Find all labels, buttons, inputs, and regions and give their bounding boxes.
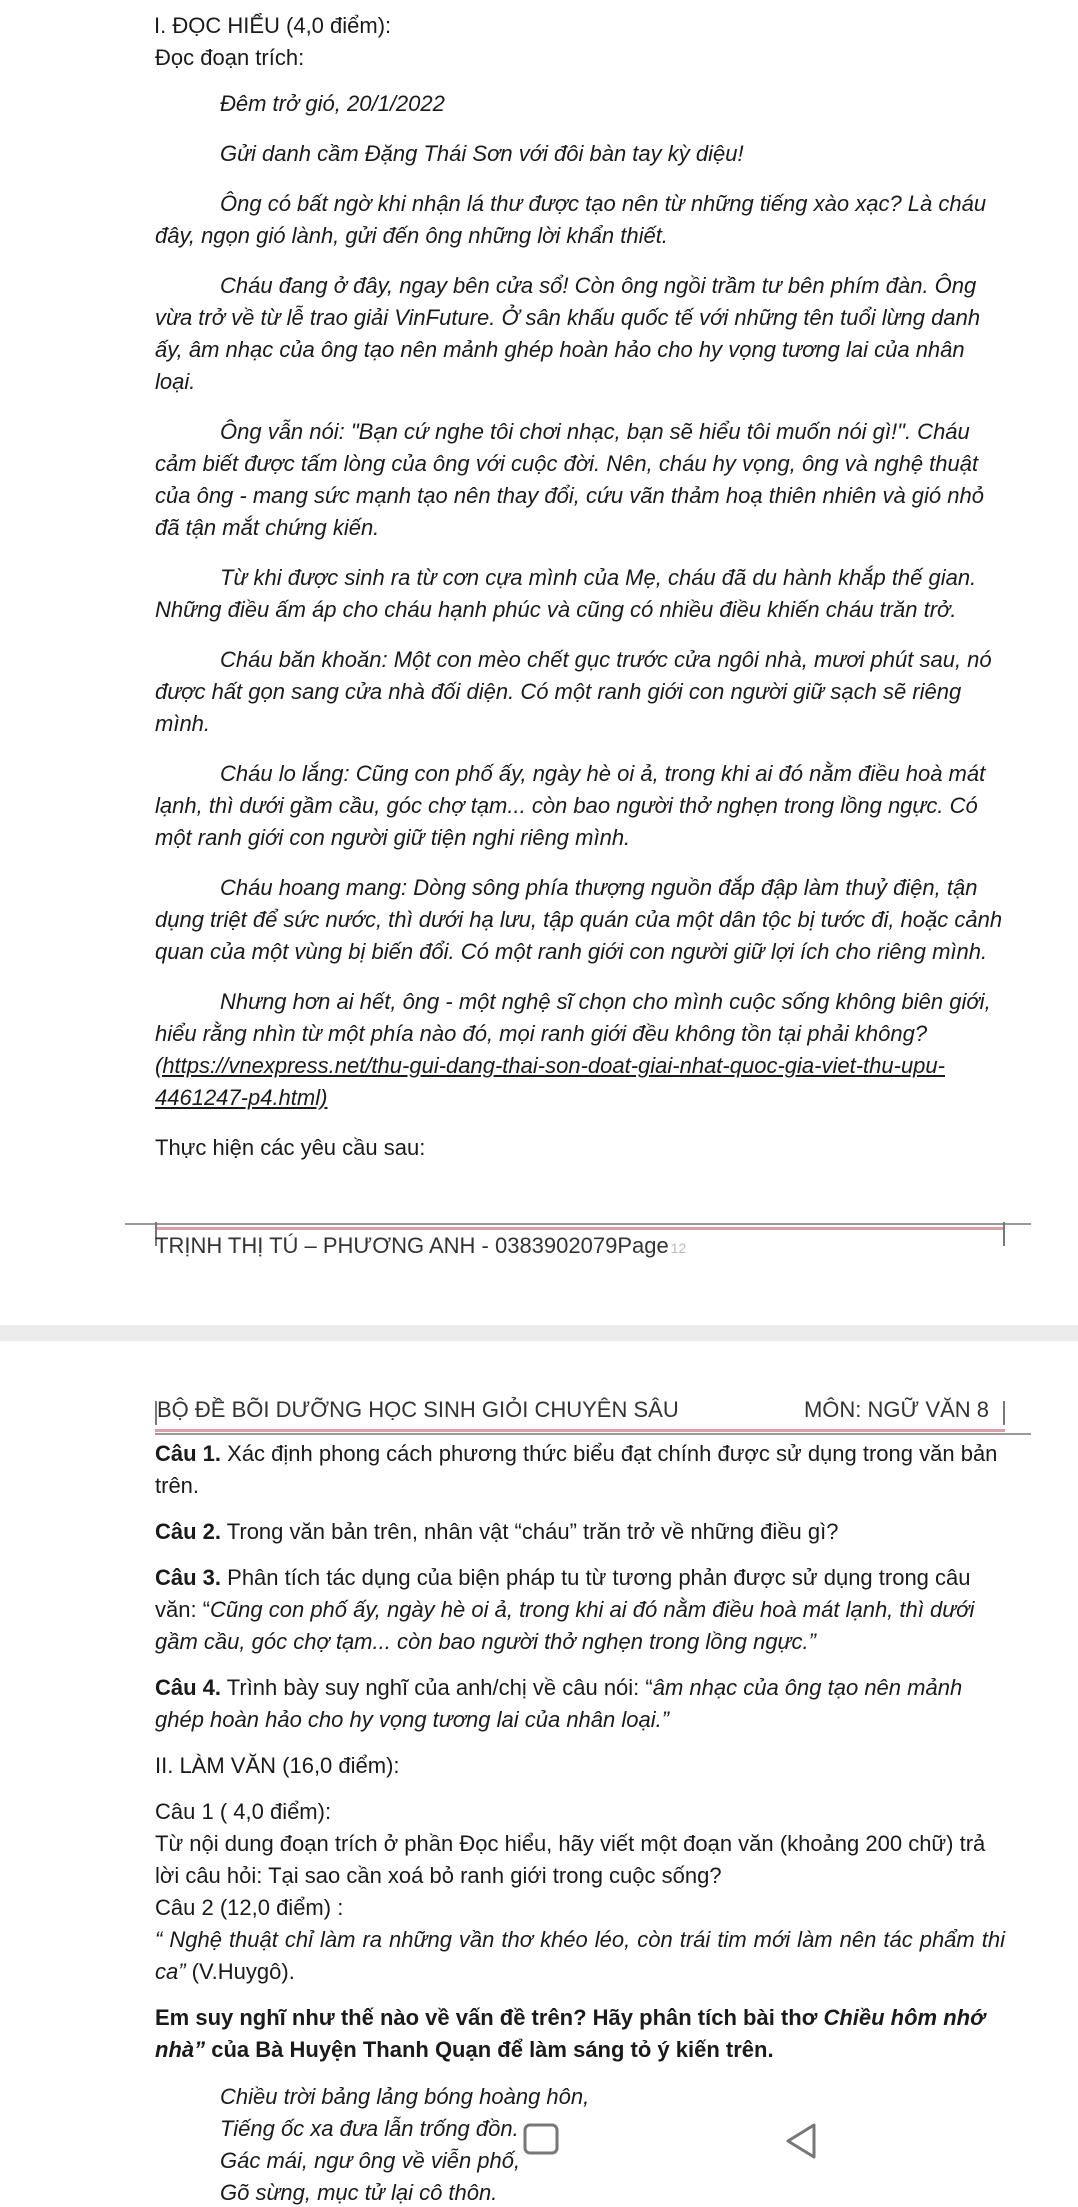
question-3-text: Phân tích tác dụng của biện pháp tu từ tương phản được sử dụng trong câu văn: “ (155, 1565, 971, 1622)
page-separator (0, 1325, 1078, 1341)
page2-body (155, 1438, 1005, 2066)
question-3-quote: Cũng con phố ấy, ngày hè oi ả, trong khi ai đó nằm điều hoà mát lạnh, thì dưới gầm cầu, góc chợ tạm... còn bao người thở nghẹn trong lồng ngực.” (155, 1597, 975, 1654)
header-left: BỘ ĐỀ BÕI DƯỠNG HỌC SINH GIỎI CHUYÊN SÂU (157, 1397, 679, 1422)
header-rule (155, 1433, 1031, 1435)
poem-line: Tiếng ốc xa đưa lẫn trống đồn. (220, 2116, 519, 2141)
excerpt-paragraph: Cháu hoang mang: Dòng sông phía thượng nguồn đắp đập làm thuỷ điện, tận dụng triệt để sức nước, thì dưới hạ lưu, tập quán của một dân tộc bị tước đi, hoặc cảnh quan của một vùng bị biến đổi. Có một ranh giới con người giữ lợi ích cho riêng mình. (155, 875, 1003, 964)
source-link[interactable]: (https://vnexpress.net/thu-gui-dang-thai-son-doat-giai-nhat-quoc-gia-viet-thu-upu-4461247-p4.html) (155, 1053, 945, 1110)
header-margin-mark-right (1003, 1401, 1005, 1425)
poem-line: Gõ sừng, mục tử lại cô thôn. (220, 2180, 498, 2205)
section-heading-doc-hieu: I. ĐỌC HIỂU (4,0 điểm): (154, 13, 392, 38)
question-1 (155, 1438, 1005, 1502)
poem-line: Chiều trời bảng lảng bóng hoàng hôn, (220, 2084, 590, 2109)
last-paragraph-text: Nhưng hơn ai hết, ông - một nghệ sĩ chọn cho mình cuộc sống không biên giới, hiểu rằng nhìn từ một phía nào đó, mọi ranh giới đều không tồn tại phải không? (155, 989, 991, 1046)
header-right: MÔN: NGỮ VĂN 8 (803, 1397, 989, 1422)
letter-greeting: Gửi danh cầm Đặng Thái Sơn với đôi bàn tay kỳ diệu! (220, 141, 744, 166)
excerpt-paragraph: Ông có bất ngờ khi nhận lá thư được tạo nên từ những tiếng xào xạc? Là cháu đây, ngọn gió lành, gửi đến ông những lời khẩn thiết. (155, 191, 987, 248)
excerpt-paragraph: Cháu lo lắng: Cũng con phố ấy, ngày hè oi ả, trong khi ai đó nằm điều hoà mát lạnh, thì dưới gầm cầu, góc chợ tạm... còn bao người thở nghẹn trong lồng ngực. Có một ranh giới con người giữ tiện nghi riêng mình. (155, 761, 986, 850)
writing-task-2-quote (155, 1924, 1005, 1988)
header-accent-rule (155, 1429, 1005, 1432)
footer-author-text: TRỊNH THỊ TÚ – PHƯƠNG ANH - 0383902079Page (155, 1233, 669, 1258)
hugo-quote: “ Nghệ thuật chỉ làm ra những vần thơ khéo léo, còn trái tim mới làm nên tác phẩm thi ca” (155, 1927, 1005, 1984)
question-1-label: Câu 1. (155, 1441, 222, 1466)
question-2 (155, 1516, 1005, 1548)
excerpt-paragraph: Ông vẫn nói: "Bạn cứ nghe tôi chơi nhạc, bạn sẽ hiểu tôi muốn nói gì!". Cháu cảm biết được tấm lòng của ông với cuộc đời. Nên, cháu hy vọng, ông và nghệ thuật của ông - mang sức mạnh tạo nên thay đổi, cứu vãn thảm hoạ thiên nhiên và gió nhỏ đã tận mắt chứng kiến. (155, 419, 984, 540)
poem-line: Gác mái, ngư ông về viễn phố, (220, 2148, 521, 2173)
prompt-part-a: Em suy nghĩ như thế nào về vấn đề trên? Hãy phân tích bài thơ (155, 2005, 824, 2030)
page1-body (155, 10, 1005, 1164)
footer-margin-mark-right (1003, 1222, 1005, 1246)
writing-task-1-text: Từ nội dung đoạn trích ở phần Đọc hiểu, hãy viết một đoạn văn (khoảng 200 chữ) trả lời câu hỏi: Tại sao cần xoá bỏ ranh giới trong cuộc sống? (155, 1831, 986, 1888)
question-3-label: Câu 3. (155, 1565, 222, 1590)
writing-task-1-label: Câu 1 ( 4,0 điểm): (155, 1799, 332, 1824)
section-heading-lam-van: II. LÀM VĂN (16,0 điểm): (155, 1753, 400, 1778)
question-4-quote: âm nhạc của ông tạo nên mảnh ghép hoàn hảo cho hy vọng tương lai của nhân loại.” (155, 1675, 963, 1732)
footer-rule-right (1005, 1223, 1031, 1225)
requirements-heading: Thực hiện các yêu cầu sau: (155, 1135, 426, 1160)
footer-accent-rule (155, 1227, 1005, 1230)
back-nav-icon[interactable] (780, 2121, 824, 2161)
excerpt-last-paragraph (155, 986, 1005, 1114)
prompt-part-b: của Bà Huyện Thanh Quạn để làm sáng tỏ ý kiến trên. (205, 2037, 774, 2062)
writing-task-2-label: Câu 2 (12,0 điểm) : (155, 1895, 344, 1920)
question-2-text: Trong văn bản trên, nhân vật “cháu” trăn trở về những điều gì? (221, 1519, 839, 1544)
excerpt-paragraph: Cháu đang ở đây, ngay bên cửa sổ! Còn ông ngồi trầm tư bên phím đàn. Ông vừa trở về từ lễ trao giải VinFuture. Ở sân khấu quốc tế với những tên tuổi lừng danh ấy, âm nhạc của ông tạo nên mảnh ghép hoàn hảo cho hy vọng tương lai của nhân loại. (155, 273, 981, 394)
question-2-label: Câu 2. (155, 1519, 222, 1544)
footer-rule (125, 1223, 1005, 1225)
excerpt-paragraph: Từ khi được sinh ra từ cơn cựa mình của Mẹ, cháu đã du hành khắp thế gian. Những điều ấm áp cho cháu hạnh phúc và cũng có nhiều điều khiến cháu trăn trở. (155, 565, 977, 622)
hugo-author: (V.Huygô). (185, 1959, 295, 1984)
question-4-label: Câu 4. (155, 1675, 222, 1700)
question-3 (155, 1562, 1005, 1658)
excerpt-paragraph: Cháu băn khoăn: Một con mèo chết gục trước cửa ngôi nhà, mươi phút sau, nó được hất gọn sang cửa nhà đối diện. Có một ranh giới con người giữ sạch sẽ riêng mình. (155, 647, 992, 736)
writing-task-2-prompt (155, 2002, 1005, 2066)
document-page-2 (0, 1341, 1078, 2207)
footer-page-number: 12 (670, 1240, 687, 1256)
excerpt-intro: Đọc đoạn trích: (155, 45, 305, 70)
footer-author (155, 1233, 686, 1259)
question-4 (155, 1672, 1005, 1736)
question-1-text: Xác định phong cách phương thức biểu đạt chính được sử dụng trong văn bản trên. (155, 1441, 998, 1498)
question-4-text: Trình bày suy nghĩ của anh/chị về câu nói: “ (221, 1675, 653, 1700)
letter-date: Đêm trở gió, 20/1/2022 (220, 91, 445, 116)
poem-title: Chiều hôm nhớ nhà” (155, 2005, 985, 2062)
home-nav-icon[interactable] (521, 2121, 561, 2157)
